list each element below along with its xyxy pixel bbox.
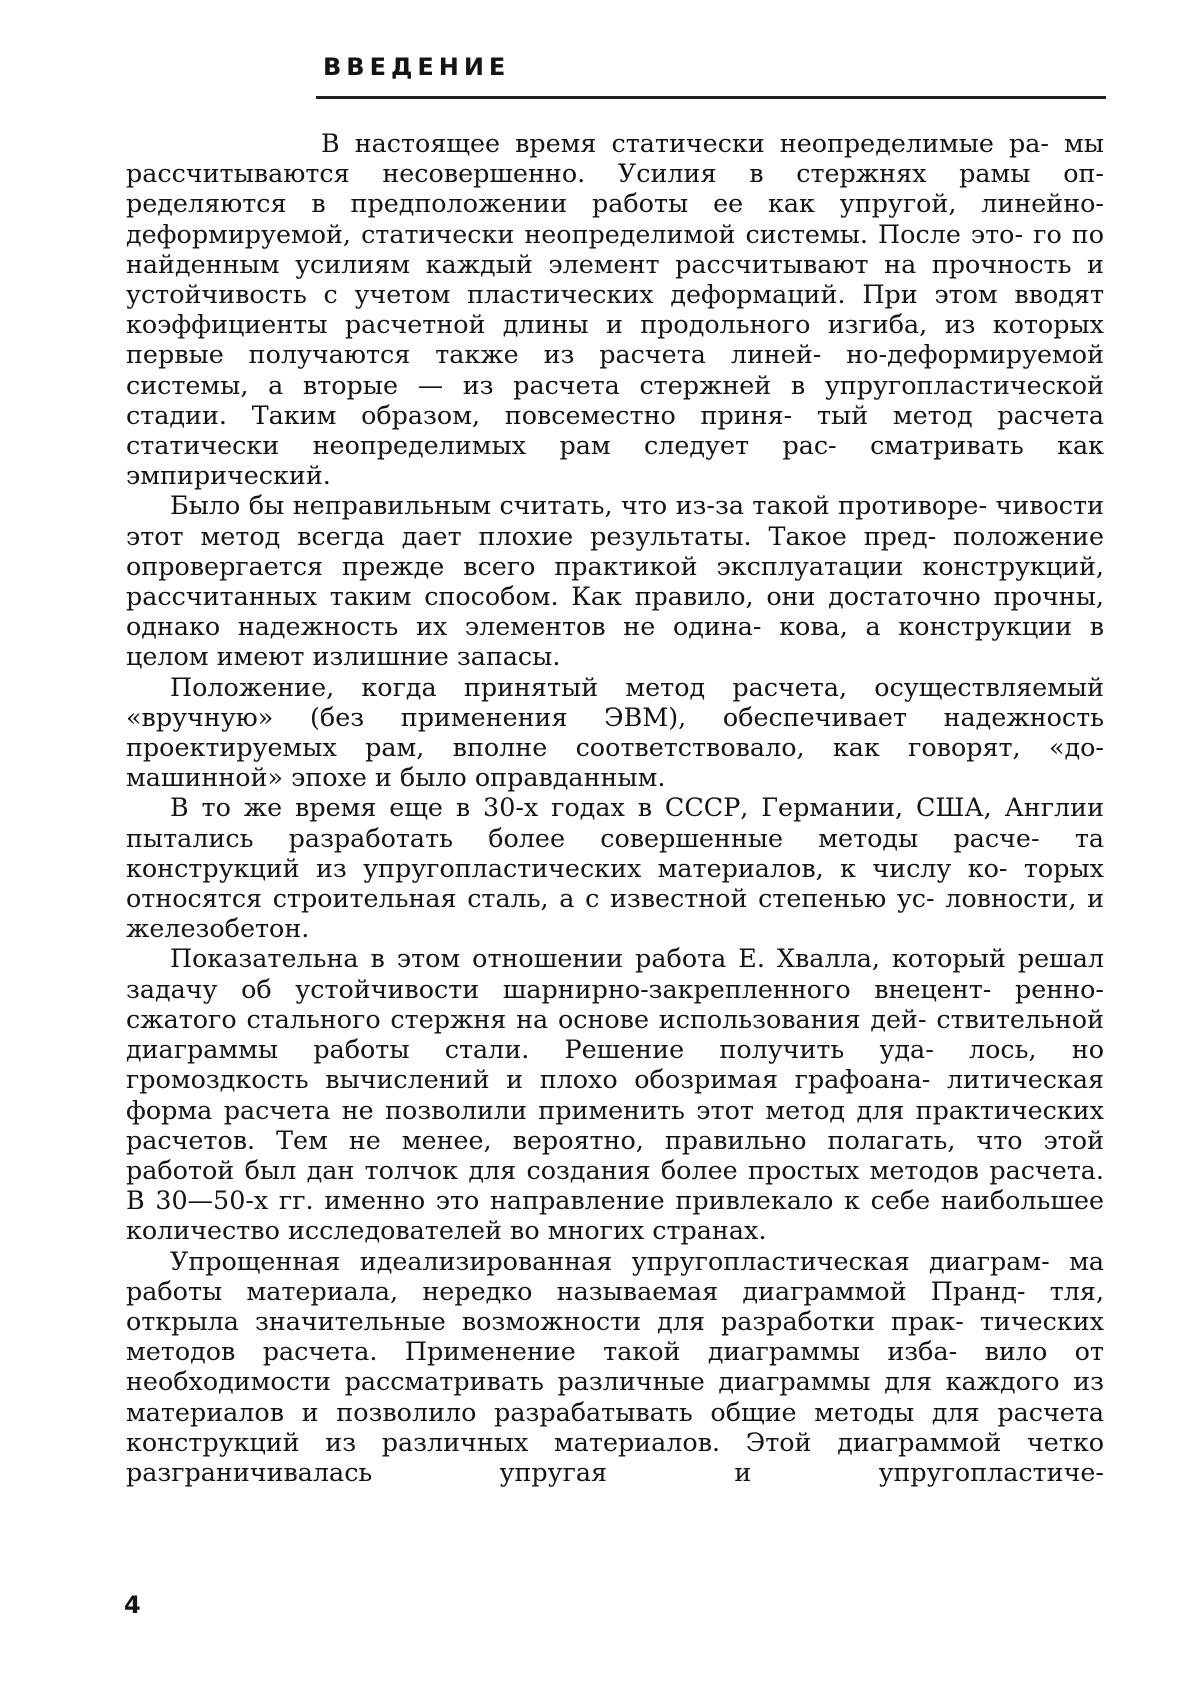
line: ствительной диаграммы работы стали. Решение получить уда- [126, 1003, 1105, 1065]
line: достаточно прочны, однако надежность их элементов не одина- [126, 581, 1104, 642]
line: деформируемой, статически неопределимой системы. После это- [126, 218, 1024, 249]
line: упругопластической стадии. Таким образом, повсеместно приня- [126, 369, 1104, 430]
header-rule [316, 96, 1106, 99]
line: тля, открыла значительные возможности для разработки прак- [126, 1275, 1105, 1336]
line: привлекало к себе наибольшее количество исследователей во [126, 1185, 1105, 1246]
line: изгиба, из которых первые получаются также из расчета линей- [126, 309, 1104, 370]
line: для каждого из материалов и позволило разрабатывать общие [126, 1366, 1105, 1427]
line: Англии пытались разработать более совершенные методы расче- [126, 792, 1104, 853]
line: но-деформируемой системы, а вторые — из расчета стержней в [126, 339, 1105, 400]
line: го по найденным усилиям каждый элемент рассчитывают на [126, 218, 1105, 279]
line: Положение, когда принятый метод расчета, осуществляемый [170, 671, 1104, 702]
paragraph-4 [126, 792, 1104, 943]
line: лось, но громоздкость вычислений и плохо обозримая графоана- [126, 1034, 1104, 1095]
line: ловности, и железобетон. [126, 883, 1104, 944]
line: В то же время еще в 30-х годах в СССР, Германии, США, [170, 792, 992, 823]
line: «вручную» (без применения ЭВМ), обеспечивает надежность [126, 701, 1104, 732]
line: вило от необходимости рассматривать различные диаграммы [126, 1336, 1104, 1397]
line: чивости этот метод всегда дает плохие результаты. Такое пред- [126, 490, 1104, 551]
paragraph-1 [126, 128, 1104, 490]
line: методы для расчета конструкций из различных материалов. Этой [126, 1396, 1105, 1457]
paragraph-3 [126, 672, 1104, 793]
line: машинной» эпохе и было оправданным. [126, 762, 666, 793]
line: мы рассчитываются несовершенно. Усилия в стержнях рамы оп- [126, 128, 1104, 189]
line: сматривать как эмпирический. [126, 430, 1104, 491]
body-text [126, 128, 1104, 1487]
line: конструкций, рассчитанных таким способом. Как правило, они [126, 550, 1104, 612]
line: решал задачу об устойчивости шарнирно-закрепленного внецент- [126, 943, 1104, 1004]
paragraph-2 [126, 490, 1104, 671]
line: диаграммой четко разграничивалась упругая и упругопластиче- [126, 1426, 1105, 1487]
line: тый метод расчета статически неопределимых рам следует рас- [126, 399, 1104, 461]
line: простых методов расчета. В 30—50-х гг. именно это направление [126, 1154, 1104, 1216]
line: Было бы неправильным считать, что из-за такой противоре- [170, 490, 988, 521]
line: При этом вводят коэффициенты расчетной длины и продольного [126, 279, 1104, 340]
paragraph-6 [126, 1246, 1104, 1488]
line: тических методов расчета. Применение такой диаграммы изба- [126, 1305, 1104, 1367]
line: ма работы материала, нередко называемая диаграммой Пранд- [126, 1245, 1104, 1306]
page-number: 4 [124, 1591, 141, 1619]
line: Показательна в этом отношении работа Е. Хвалла, который [170, 943, 1006, 974]
line: та конструкций из упругопластических материалов, к числу ко- [126, 822, 1104, 883]
line: ренно-сжатого стального стержня на основе использования дей- [126, 973, 1105, 1034]
paragraph-5 [126, 943, 1104, 1245]
line: полагать, что этой работой был дан толчок для создания более [126, 1124, 1105, 1185]
line: литическая форма расчета не позволили применить этот метод [126, 1064, 1104, 1125]
line: для практических расчетов. Тем не менее, вероятно, правильно [126, 1094, 1104, 1155]
line: Упрощенная идеализированная упругопластическая диаграм- [170, 1245, 1050, 1276]
line: ределяются в предположении работы ее как упругой, линейно- [126, 188, 1104, 219]
line: торых относятся строительная сталь, а с известной степенью ус- [126, 852, 1104, 914]
line: положение опровергается прежде всего практикой эксплуатации [126, 520, 1104, 581]
chapter-title: ВВЕДЕНИЕ [323, 53, 511, 81]
line: В настоящее время статически неопределимые ра- [321, 128, 1049, 158]
line: кова, а конструкции в целом имеют излишние запасы. [126, 611, 1104, 672]
line: прочность и устойчивость с учетом пластических деформаций. [126, 248, 1104, 310]
line: проектируемых рам, вполне соответствовало, как говорят, «до- [126, 732, 1104, 763]
line: многих странах. [547, 1215, 767, 1246]
